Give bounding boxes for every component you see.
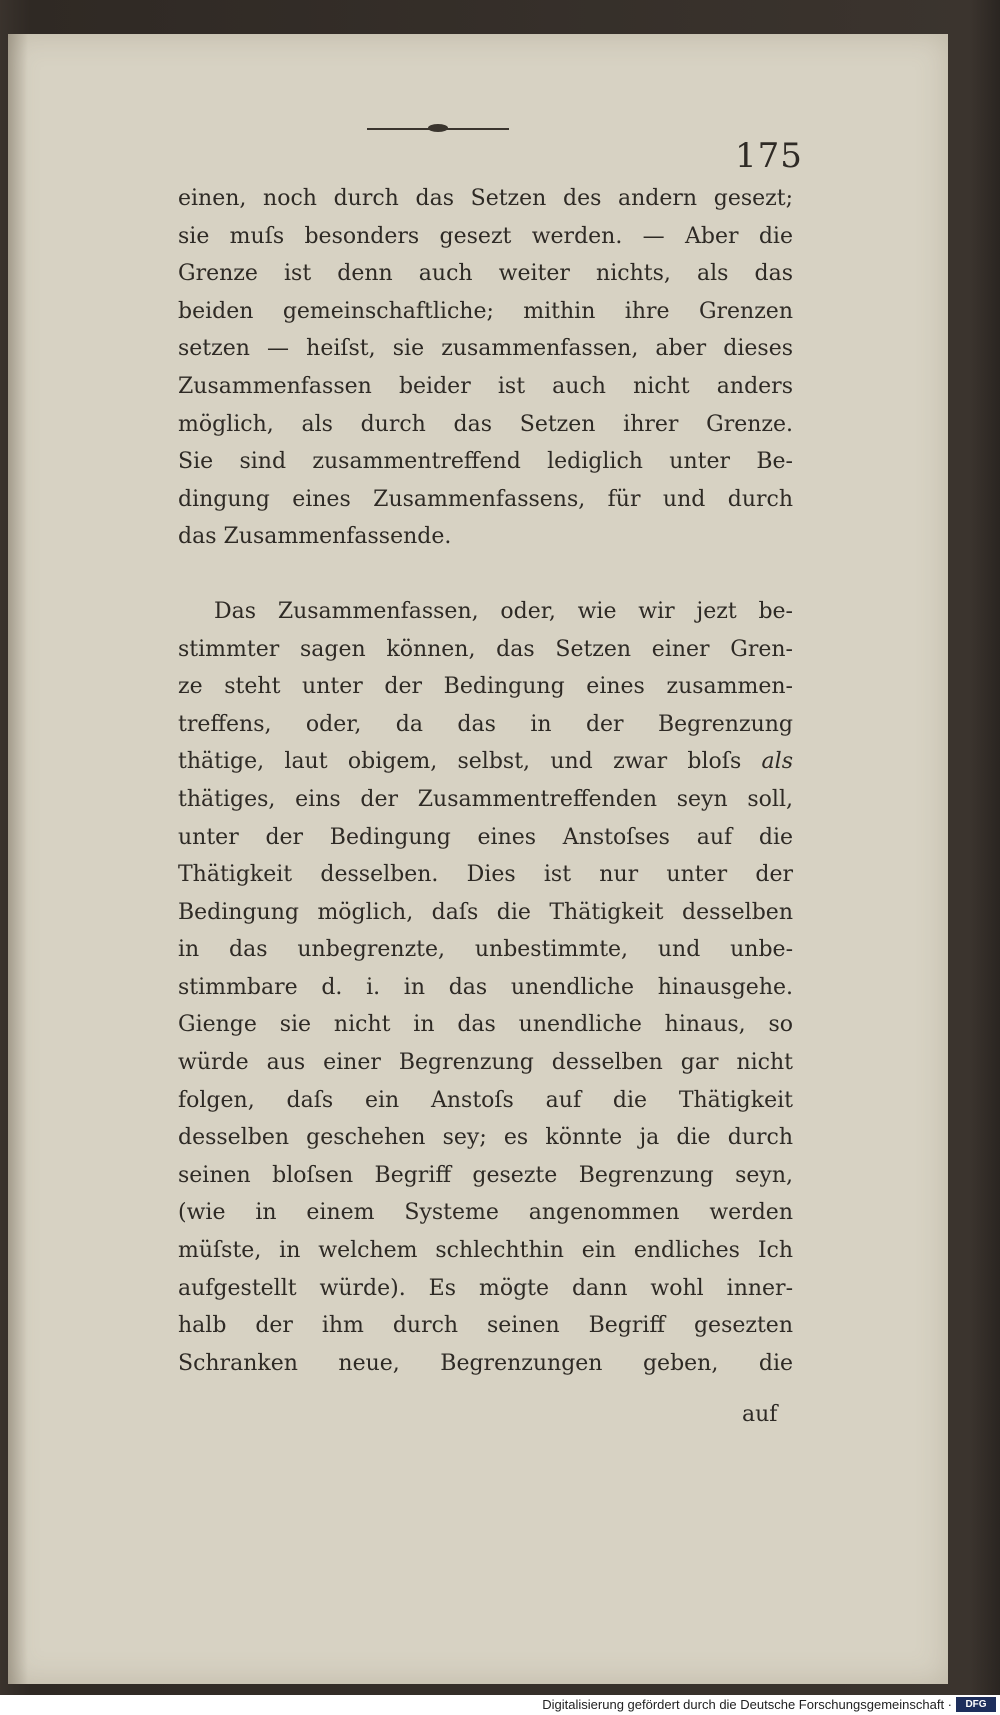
header-ornament	[428, 124, 448, 132]
text-line: dingung eines Zusammenfassens, für und durch	[178, 486, 793, 512]
catchword: auf	[742, 1402, 778, 1427]
text-line: folgen, daſs ein Anstoſs auf die Thätigkeit	[178, 1087, 793, 1113]
text-line: Thätigkeit desselben. Dies ist nur unter der	[178, 862, 793, 888]
dfg-logo: DFG	[956, 1697, 996, 1712]
text-line: treffens, oder, da das in der Begrenzung	[178, 711, 793, 737]
text-line: Gienge sie nicht in das unendliche hinaus, so	[178, 1012, 793, 1038]
paragraph-1	[178, 180, 793, 556]
text-line: seinen bloſsen Begriff gesezte Begrenzung seyn,	[178, 1162, 793, 1188]
page-number: 175	[735, 136, 803, 176]
text-line: (wie in einem Systeme angenommen werden	[178, 1200, 793, 1226]
text-line-with-italic	[178, 743, 793, 781]
text-line: Schranken neue, Begrenzungen geben, die	[178, 1350, 793, 1376]
text-line: setzen — heiſst, sie zusammenfassen, aber dieses	[178, 336, 793, 362]
text-line: sie muſs besonders gesezt werden. — Aber die	[178, 223, 793, 249]
text-line: stimmter sagen können, das Setzen einer Gren-	[178, 636, 793, 662]
text-line: Zusammenfassen beider ist auch nicht anders	[178, 373, 793, 399]
text-line: desselben geschehen sey; es könnte ja die durch	[178, 1125, 793, 1151]
text-line-start: thätige, laut obigem, selbst, und zwar bloſs	[178, 749, 742, 775]
italic-word: als	[761, 749, 793, 775]
text-line: Sie sind zusammentreffend lediglich unter Be-	[178, 449, 793, 475]
text-line: Das Zusammenfassen, oder, wie wir jezt be-	[214, 598, 793, 624]
text-line: halb der ihm durch seinen Begriff gesezten	[178, 1313, 793, 1339]
text-line: beiden gemeinschaftliche; mithin ihre Grenzen	[178, 298, 793, 324]
text-line: Bedingung möglich, daſs die Thätigkeit desselben	[178, 899, 793, 925]
text-line: möglich, als durch das Setzen ihrer Grenze.	[178, 411, 793, 437]
text-line: ze steht unter der Bedingung eines zusammen-	[178, 674, 793, 700]
text-line: unter der Bedingung eines Anstoſses auf die	[178, 824, 793, 850]
paragraph-gap	[178, 556, 793, 593]
gutter-shadow	[8, 34, 28, 1684]
credit-bar	[0, 1695, 1000, 1715]
page-text	[178, 180, 793, 1382]
text-line: thätiges, eins der Zusammentreffenden seyn soll,	[178, 786, 793, 812]
text-line: in das unbegrenzte, unbestimmte, und unbe-	[178, 937, 793, 963]
text-line: einen, noch durch das Setzen des andern gesezt;	[178, 186, 793, 211]
text-line: Grenze ist denn auch weiter nichts, als das	[178, 261, 793, 287]
text-line: müſste, in welchem schlechthin ein endliches Ich	[178, 1238, 793, 1264]
text-line: würde aus einer Begrenzung desselben gar nicht	[178, 1050, 793, 1076]
text-line: das Zusammenfassende.	[178, 524, 452, 550]
text-line: stimmbare d. i. in das unendliche hinausgehe.	[178, 974, 793, 1000]
credit-text: Digitalisierung gefördert durch die Deutsche Forschungsgemeinschaft ·	[542, 1697, 952, 1712]
text-line: aufgestellt würde). Es mögte dann wohl inner-	[178, 1275, 793, 1301]
paragraph-2	[178, 593, 793, 1382]
